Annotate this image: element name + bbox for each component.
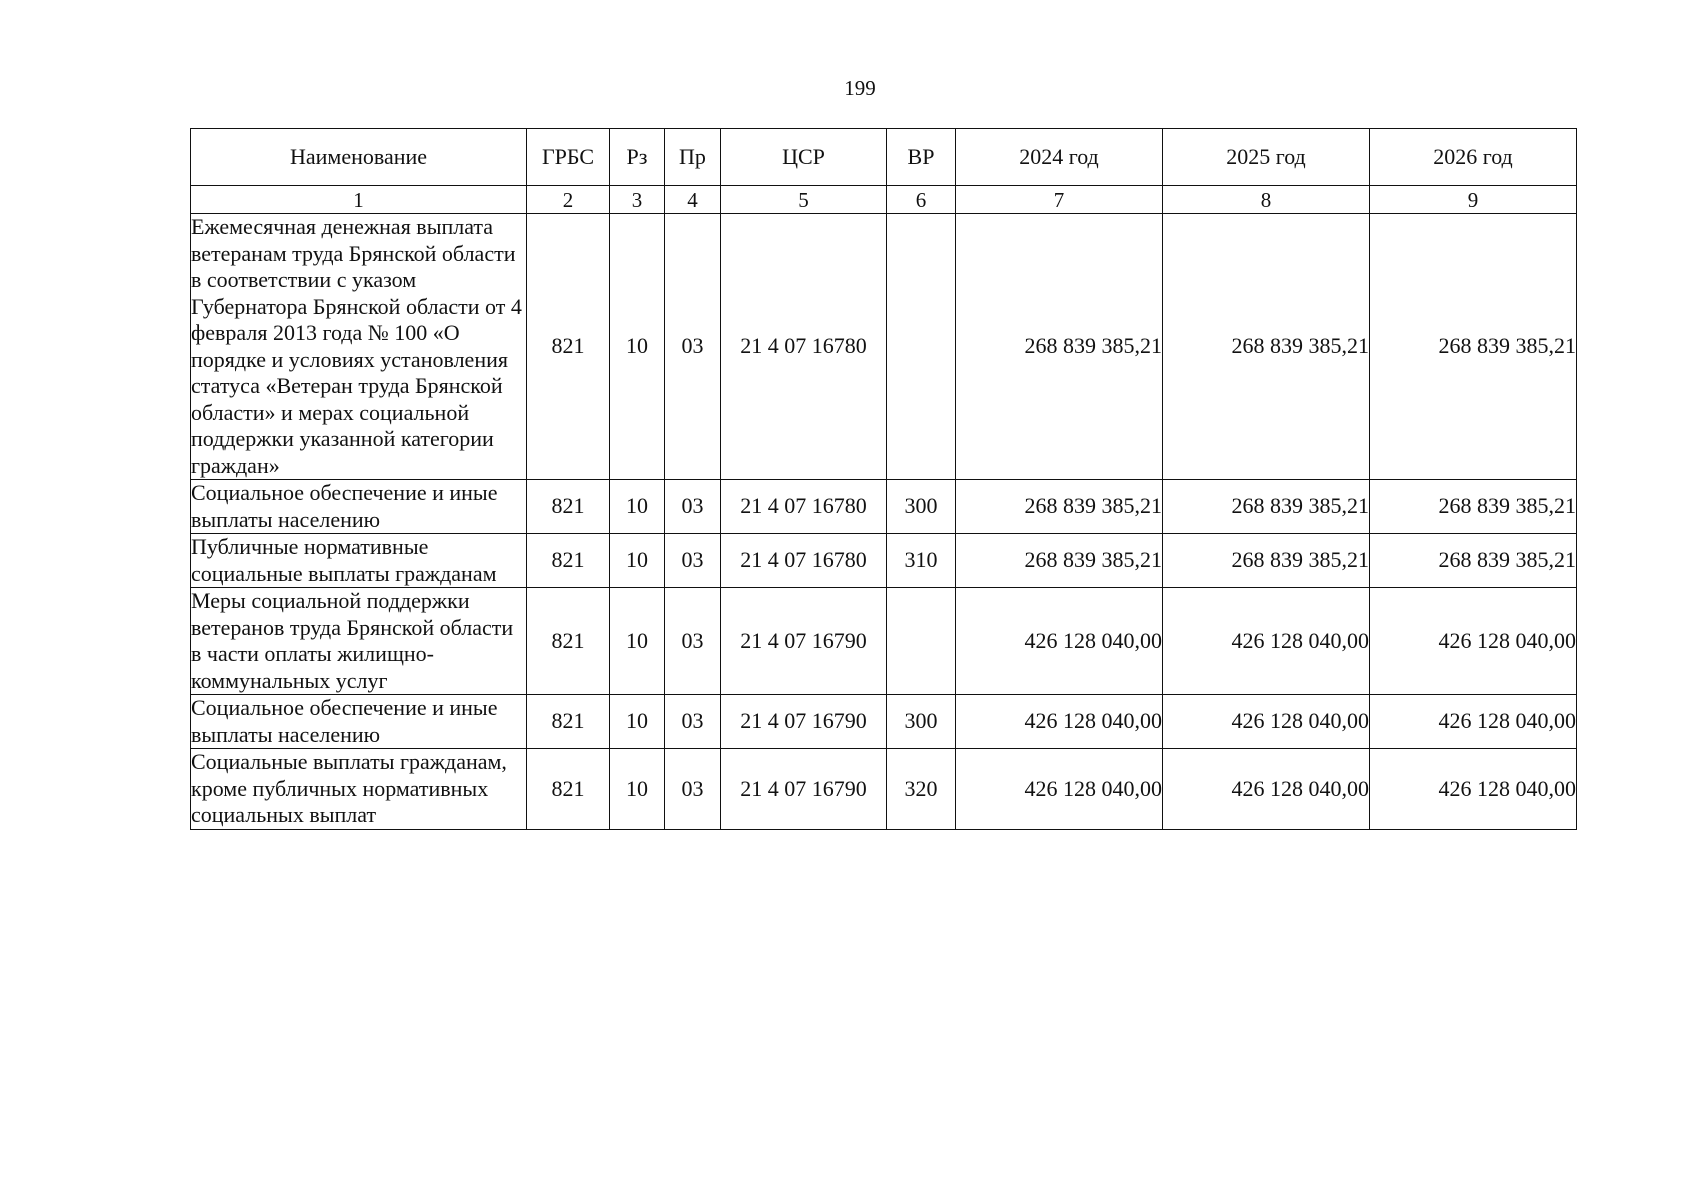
row-csr: 21 4 07 16790 bbox=[721, 749, 887, 830]
row-2026: 426 128 040,00 bbox=[1370, 695, 1577, 749]
row-2026: 426 128 040,00 bbox=[1370, 588, 1577, 695]
row-name: Меры социальной поддержки ветеранов труда Брянской области в части оплаты жилищно-коммунальных услуг bbox=[191, 588, 527, 695]
column-number-row bbox=[191, 186, 1577, 214]
table-row bbox=[191, 534, 1577, 588]
table-row bbox=[191, 695, 1577, 749]
row-grbs: 821 bbox=[527, 749, 610, 830]
row-2025: 268 839 385,21 bbox=[1163, 534, 1370, 588]
row-2026: 268 839 385,21 bbox=[1370, 214, 1577, 480]
column-number: 1 bbox=[191, 186, 527, 214]
row-2024: 426 128 040,00 bbox=[956, 695, 1163, 749]
header-2026: 2026 год bbox=[1370, 129, 1577, 186]
column-number: 8 bbox=[1163, 186, 1370, 214]
row-grbs: 821 bbox=[527, 695, 610, 749]
row-rz: 10 bbox=[610, 214, 665, 480]
header-pr: Пр bbox=[665, 129, 721, 186]
row-csr: 21 4 07 16790 bbox=[721, 588, 887, 695]
row-grbs: 821 bbox=[527, 534, 610, 588]
column-number: 5 bbox=[721, 186, 887, 214]
row-pr: 03 bbox=[665, 480, 721, 534]
table-row bbox=[191, 480, 1577, 534]
budget-table bbox=[190, 128, 1577, 830]
row-2025: 426 128 040,00 bbox=[1163, 749, 1370, 830]
table-row bbox=[191, 214, 1577, 480]
row-2025: 268 839 385,21 bbox=[1163, 480, 1370, 534]
row-rz: 10 bbox=[610, 534, 665, 588]
row-rz: 10 bbox=[610, 749, 665, 830]
row-grbs: 821 bbox=[527, 480, 610, 534]
row-vr: 300 bbox=[887, 695, 956, 749]
row-2024: 426 128 040,00 bbox=[956, 749, 1163, 830]
column-number: 3 bbox=[610, 186, 665, 214]
header-vr: ВР bbox=[887, 129, 956, 186]
row-2024: 426 128 040,00 bbox=[956, 588, 1163, 695]
row-rz: 10 bbox=[610, 695, 665, 749]
header-grbs: ГРБС bbox=[527, 129, 610, 186]
row-grbs: 821 bbox=[527, 214, 610, 480]
row-name: Социальное обеспечение и иные выплаты населению bbox=[191, 695, 527, 749]
row-2026: 268 839 385,21 bbox=[1370, 534, 1577, 588]
row-csr: 21 4 07 16780 bbox=[721, 214, 887, 480]
header-2025: 2025 год bbox=[1163, 129, 1370, 186]
row-2025: 426 128 040,00 bbox=[1163, 588, 1370, 695]
row-pr: 03 bbox=[665, 534, 721, 588]
row-name: Социальные выплаты гражданам, кроме публичных нормативных социальных выплат bbox=[191, 749, 527, 830]
header-row bbox=[191, 129, 1577, 186]
column-number: 7 bbox=[956, 186, 1163, 214]
row-vr bbox=[887, 588, 956, 695]
column-number: 2 bbox=[527, 186, 610, 214]
row-csr: 21 4 07 16780 bbox=[721, 534, 887, 588]
row-2025: 268 839 385,21 bbox=[1163, 214, 1370, 480]
row-csr: 21 4 07 16790 bbox=[721, 695, 887, 749]
row-csr: 21 4 07 16780 bbox=[721, 480, 887, 534]
column-number: 9 bbox=[1370, 186, 1577, 214]
row-2025: 426 128 040,00 bbox=[1163, 695, 1370, 749]
column-number: 6 bbox=[887, 186, 956, 214]
row-pr: 03 bbox=[665, 214, 721, 480]
header-rz: Рз bbox=[610, 129, 665, 186]
row-name: Публичные нормативные социальные выплаты гражданам bbox=[191, 534, 527, 588]
row-pr: 03 bbox=[665, 588, 721, 695]
row-2026: 426 128 040,00 bbox=[1370, 749, 1577, 830]
row-name: Ежемесячная денежная выплата ветеранам труда Брянской области в соответствии с указом Губернатора Брянской области от 4 февраля 2013 года № 100 «О порядке и условиях установления статуса «Ветеран труда Брянской области» и мерах социальной поддержки указанной категории граждан» bbox=[191, 214, 527, 480]
row-pr: 03 bbox=[665, 695, 721, 749]
table-row bbox=[191, 588, 1577, 695]
header-name: Наименование bbox=[191, 129, 527, 186]
row-grbs: 821 bbox=[527, 588, 610, 695]
header-2024: 2024 год bbox=[956, 129, 1163, 186]
row-vr: 320 bbox=[887, 749, 956, 830]
row-pr: 03 bbox=[665, 749, 721, 830]
row-vr bbox=[887, 214, 956, 480]
row-2024: 268 839 385,21 bbox=[956, 214, 1163, 480]
table-row bbox=[191, 749, 1577, 830]
row-2026: 268 839 385,21 bbox=[1370, 480, 1577, 534]
row-vr: 310 bbox=[887, 534, 956, 588]
row-rz: 10 bbox=[610, 588, 665, 695]
column-number: 4 bbox=[665, 186, 721, 214]
page-number: 199 bbox=[844, 76, 876, 100]
header-csr: ЦСР bbox=[721, 129, 887, 186]
row-2024: 268 839 385,21 bbox=[956, 534, 1163, 588]
row-name: Социальное обеспечение и иные выплаты населению bbox=[191, 480, 527, 534]
row-2024: 268 839 385,21 bbox=[956, 480, 1163, 534]
row-vr: 300 bbox=[887, 480, 956, 534]
row-rz: 10 bbox=[610, 480, 665, 534]
